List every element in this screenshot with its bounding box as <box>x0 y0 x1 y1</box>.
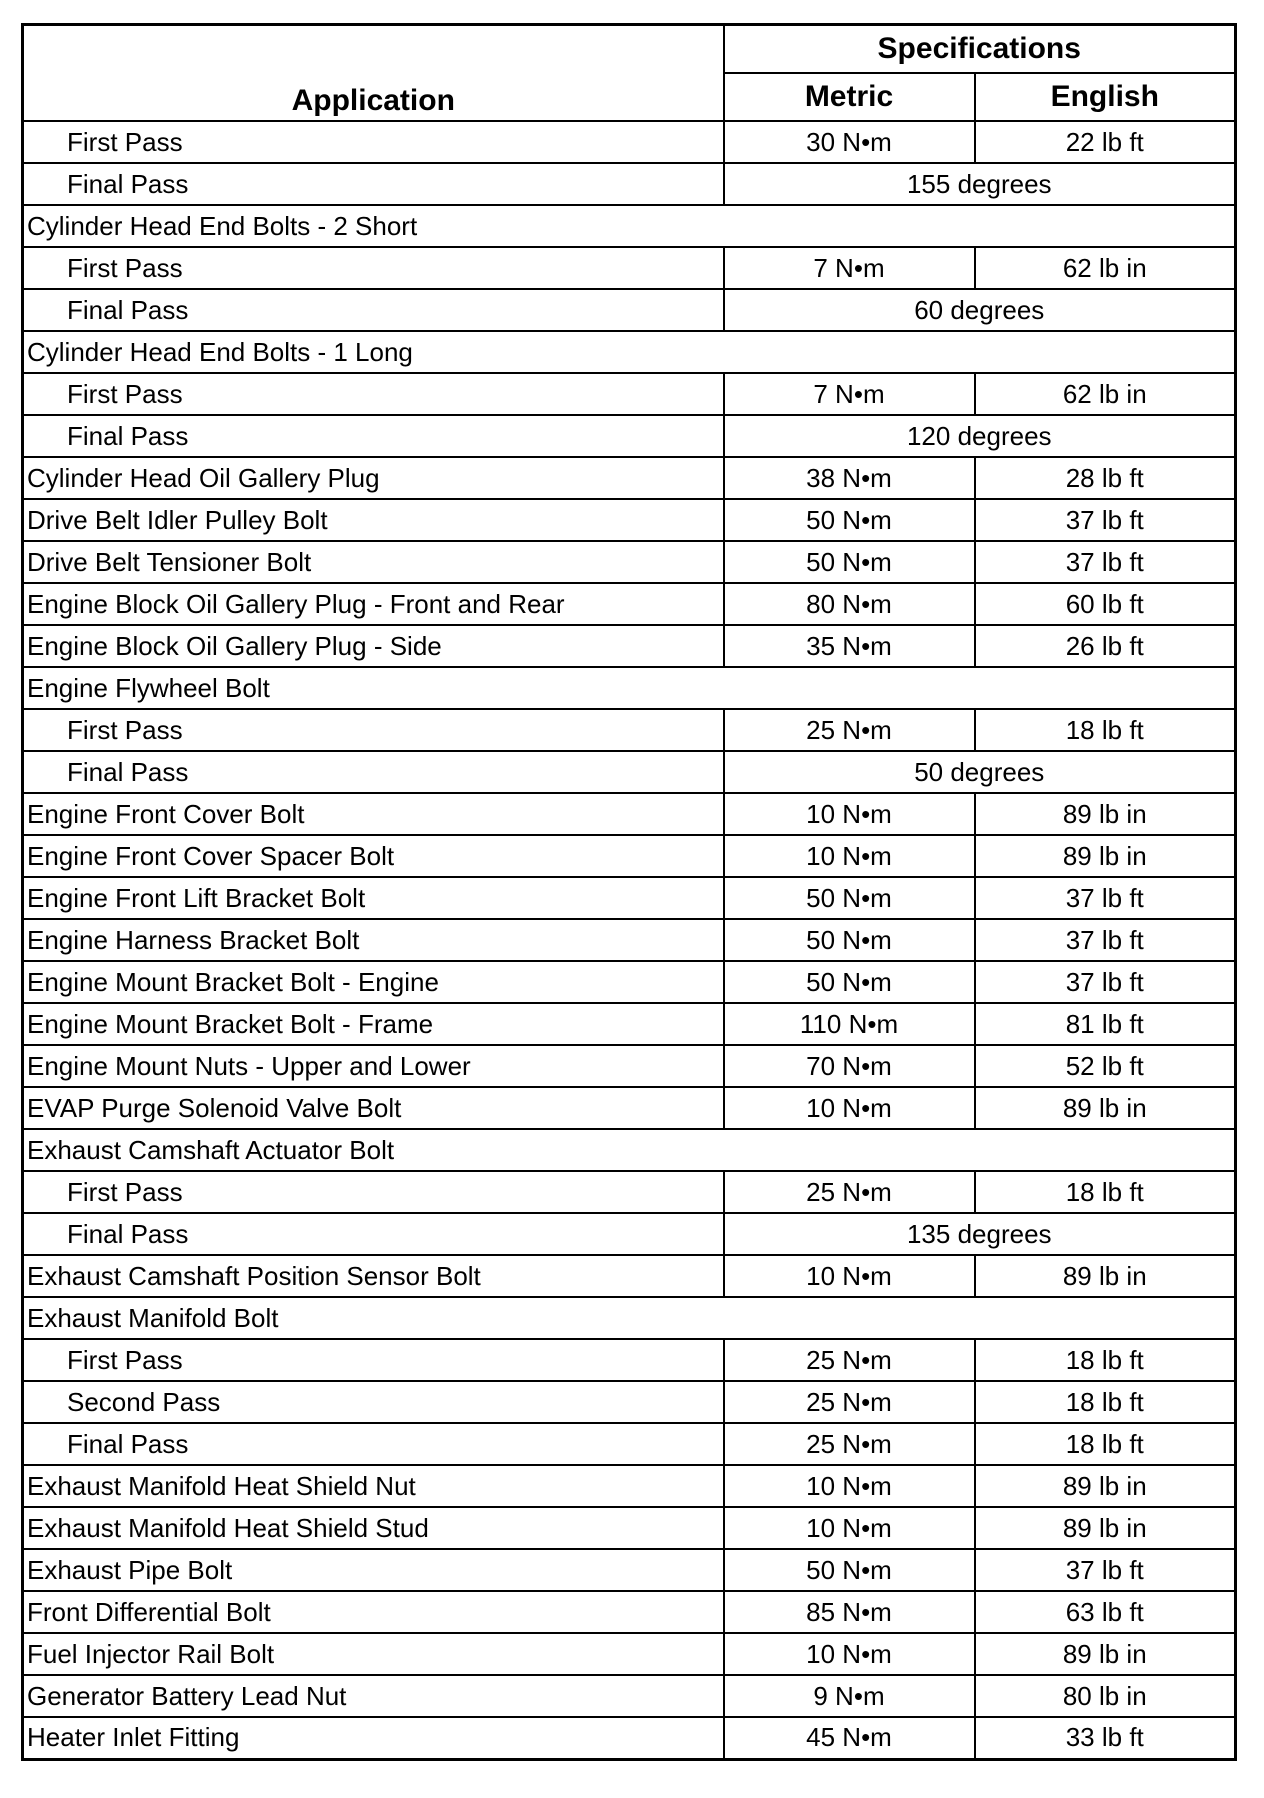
english-cell: 37 lb ft <box>975 499 1236 541</box>
metric-cell: 10 N•m <box>724 1255 975 1297</box>
metric-cell: 10 N•m <box>724 1633 975 1675</box>
metric-cell: 25 N•m <box>724 709 975 751</box>
metric-cell: 10 N•m <box>724 835 975 877</box>
english-cell: 52 lb ft <box>975 1045 1236 1087</box>
table-row <box>23 1339 1236 1381</box>
torque-spec-table <box>21 23 1237 1761</box>
table-body <box>23 121 1236 1759</box>
metric-cell: 30 N•m <box>724 121 975 163</box>
table-row <box>23 961 1236 1003</box>
application-cell: Final Pass <box>23 415 724 457</box>
english-cell: 26 lb ft <box>975 625 1236 667</box>
table-row <box>23 625 1236 667</box>
application-cell: Exhaust Manifold Bolt <box>23 1297 1236 1339</box>
metric-header: Metric <box>724 73 975 121</box>
application-cell: Engine Mount Bracket Bolt - Engine <box>23 961 724 1003</box>
combined-spec-cell: 135 degrees <box>724 1213 1236 1255</box>
table-row <box>23 1717 1236 1759</box>
english-cell: 37 lb ft <box>975 541 1236 583</box>
application-cell: Engine Mount Nuts - Upper and Lower <box>23 1045 724 1087</box>
table-row <box>23 289 1236 331</box>
application-cell: First Pass <box>23 1171 724 1213</box>
metric-cell: 45 N•m <box>724 1717 975 1759</box>
english-cell: 62 lb in <box>975 247 1236 289</box>
table-group-row <box>23 331 1236 373</box>
english-cell: 62 lb in <box>975 373 1236 415</box>
application-cell: Engine Block Oil Gallery Plug - Front and Rear <box>23 583 724 625</box>
application-cell: Drive Belt Tensioner Bolt <box>23 541 724 583</box>
table-row <box>23 121 1236 163</box>
metric-cell: 10 N•m <box>724 793 975 835</box>
application-cell: Exhaust Camshaft Position Sensor Bolt <box>23 1255 724 1297</box>
table-row <box>23 1045 1236 1087</box>
english-cell: 37 lb ft <box>975 1549 1236 1591</box>
application-cell: Engine Front Cover Spacer Bolt <box>23 835 724 877</box>
table-row <box>23 1423 1236 1465</box>
metric-cell: 25 N•m <box>724 1171 975 1213</box>
english-cell: 18 lb ft <box>975 1381 1236 1423</box>
english-cell: 33 lb ft <box>975 1717 1236 1759</box>
table-row <box>23 247 1236 289</box>
application-cell: Engine Harness Bracket Bolt <box>23 919 724 961</box>
metric-cell: 110 N•m <box>724 1003 975 1045</box>
english-cell: 18 lb ft <box>975 1423 1236 1465</box>
table-row <box>23 1171 1236 1213</box>
table-row <box>23 835 1236 877</box>
combined-spec-cell: 120 degrees <box>724 415 1236 457</box>
table-row <box>23 415 1236 457</box>
metric-cell: 10 N•m <box>724 1465 975 1507</box>
application-cell: Exhaust Manifold Heat Shield Nut <box>23 1465 724 1507</box>
metric-cell: 50 N•m <box>724 1549 975 1591</box>
application-header: Application <box>23 25 724 122</box>
table-row <box>23 373 1236 415</box>
english-cell: 28 lb ft <box>975 457 1236 499</box>
english-cell: 89 lb in <box>975 835 1236 877</box>
application-cell: Final Pass <box>23 751 724 793</box>
english-cell: 22 lb ft <box>975 121 1236 163</box>
application-cell: First Pass <box>23 1339 724 1381</box>
metric-cell: 35 N•m <box>724 625 975 667</box>
metric-cell: 50 N•m <box>724 499 975 541</box>
application-cell: Final Pass <box>23 163 724 205</box>
specifications-header: Specifications <box>724 25 1236 74</box>
application-cell: Cylinder Head Oil Gallery Plug <box>23 457 724 499</box>
table-row <box>23 1465 1236 1507</box>
table-row <box>23 541 1236 583</box>
metric-cell: 50 N•m <box>724 961 975 1003</box>
application-cell: Final Pass <box>23 1423 724 1465</box>
table-row <box>23 1213 1236 1255</box>
english-cell: 18 lb ft <box>975 1171 1236 1213</box>
english-cell: 89 lb in <box>975 1633 1236 1675</box>
table-row <box>23 793 1236 835</box>
metric-cell: 25 N•m <box>724 1423 975 1465</box>
english-cell: 37 lb ft <box>975 919 1236 961</box>
table-row <box>23 1381 1236 1423</box>
application-cell: Front Differential Bolt <box>23 1591 724 1633</box>
table-row <box>23 1591 1236 1633</box>
application-cell: EVAP Purge Solenoid Valve Bolt <box>23 1087 724 1129</box>
english-cell: 89 lb in <box>975 1507 1236 1549</box>
application-cell: Exhaust Camshaft Actuator Bolt <box>23 1129 1236 1171</box>
application-cell: First Pass <box>23 709 724 751</box>
metric-cell: 85 N•m <box>724 1591 975 1633</box>
english-cell: 37 lb ft <box>975 961 1236 1003</box>
application-cell: Second Pass <box>23 1381 724 1423</box>
table-row <box>23 1255 1236 1297</box>
metric-cell: 50 N•m <box>724 877 975 919</box>
combined-spec-cell: 50 degrees <box>724 751 1236 793</box>
metric-cell: 25 N•m <box>724 1339 975 1381</box>
application-cell: Engine Block Oil Gallery Plug - Side <box>23 625 724 667</box>
application-cell: First Pass <box>23 247 724 289</box>
application-cell: Engine Flywheel Bolt <box>23 667 1236 709</box>
english-cell: 89 lb in <box>975 793 1236 835</box>
table-group-row <box>23 667 1236 709</box>
table-group-row <box>23 1129 1236 1171</box>
metric-cell: 80 N•m <box>724 583 975 625</box>
application-cell: Final Pass <box>23 1213 724 1255</box>
metric-cell: 70 N•m <box>724 1045 975 1087</box>
application-cell: Cylinder Head End Bolts - 2 Short <box>23 205 1236 247</box>
english-cell: 89 lb in <box>975 1255 1236 1297</box>
application-cell: Engine Front Lift Bracket Bolt <box>23 877 724 919</box>
english-cell: 63 lb ft <box>975 1591 1236 1633</box>
metric-cell: 10 N•m <box>724 1087 975 1129</box>
application-cell: Cylinder Head End Bolts - 1 Long <box>23 331 1236 373</box>
english-cell: 18 lb ft <box>975 1339 1236 1381</box>
combined-spec-cell: 155 degrees <box>724 163 1236 205</box>
table-row <box>23 919 1236 961</box>
table-row <box>23 1633 1236 1675</box>
table-row <box>23 1549 1236 1591</box>
metric-cell: 10 N•m <box>724 1507 975 1549</box>
table-row <box>23 457 1236 499</box>
table-row <box>23 751 1236 793</box>
english-cell: 18 lb ft <box>975 709 1236 751</box>
application-cell: Exhaust Manifold Heat Shield Stud <box>23 1507 724 1549</box>
english-cell: 37 lb ft <box>975 877 1236 919</box>
metric-cell: 25 N•m <box>724 1381 975 1423</box>
metric-cell: 7 N•m <box>724 373 975 415</box>
english-cell: 81 lb ft <box>975 1003 1236 1045</box>
application-cell: First Pass <box>23 121 724 163</box>
table-row <box>23 1675 1236 1717</box>
table-group-row <box>23 1297 1236 1339</box>
metric-cell: 7 N•m <box>724 247 975 289</box>
table-row <box>23 709 1236 751</box>
metric-cell: 50 N•m <box>724 919 975 961</box>
table-row <box>23 877 1236 919</box>
table-row <box>23 499 1236 541</box>
metric-cell: 50 N•m <box>724 541 975 583</box>
application-cell: Generator Battery Lead Nut <box>23 1675 724 1717</box>
english-cell: 80 lb in <box>975 1675 1236 1717</box>
application-cell: Final Pass <box>23 289 724 331</box>
application-cell: Exhaust Pipe Bolt <box>23 1549 724 1591</box>
application-cell: Drive Belt Idler Pulley Bolt <box>23 499 724 541</box>
english-cell: 89 lb in <box>975 1087 1236 1129</box>
english-cell: 89 lb in <box>975 1465 1236 1507</box>
metric-cell: 38 N•m <box>724 457 975 499</box>
english-cell: 60 lb ft <box>975 583 1236 625</box>
application-cell: Engine Front Cover Bolt <box>23 793 724 835</box>
english-header: English <box>975 73 1236 121</box>
application-cell: First Pass <box>23 373 724 415</box>
table-row <box>23 1087 1236 1129</box>
table-row <box>23 583 1236 625</box>
table-group-row <box>23 205 1236 247</box>
table-header <box>23 25 1236 122</box>
table-row <box>23 163 1236 205</box>
metric-cell: 9 N•m <box>724 1675 975 1717</box>
application-cell: Fuel Injector Rail Bolt <box>23 1633 724 1675</box>
table-row <box>23 1507 1236 1549</box>
application-cell: Engine Mount Bracket Bolt - Frame <box>23 1003 724 1045</box>
application-cell: Heater Inlet Fitting <box>23 1717 724 1759</box>
combined-spec-cell: 60 degrees <box>724 289 1236 331</box>
table-row <box>23 1003 1236 1045</box>
